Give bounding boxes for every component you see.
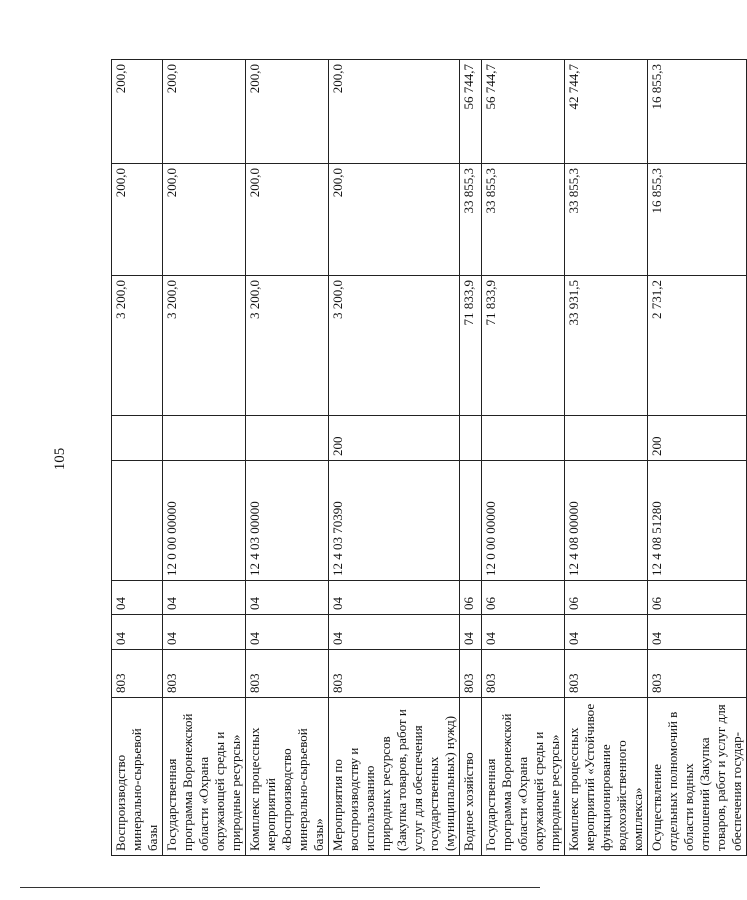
section-code: 04 (648, 615, 747, 650)
amount-year-3: 200,0 (246, 60, 329, 164)
expense-type-code (246, 416, 329, 461)
amount-year-2: 200,0 (246, 164, 329, 276)
subsection-code: 06 (648, 581, 747, 615)
budget-table (111, 59, 747, 856)
target-article-code: 12 0 00 00000 (163, 461, 246, 581)
target-article-code: 12 4 08 00000 (565, 461, 648, 581)
subsection-code: 06 (565, 581, 648, 615)
bottom-rule (20, 887, 540, 888)
expense-type-code: 200 (329, 416, 460, 461)
amount-year-2: 200,0 (112, 164, 163, 276)
expense-type-code (163, 416, 246, 461)
target-article-code: 12 4 03 00000 (246, 461, 329, 581)
row-name: Комплекс процессных мероприятий «Воспроизводство минерально-сырьевой базы» (246, 698, 329, 856)
table-row (163, 60, 246, 856)
amount-year-2: 33 855,3 (565, 164, 648, 276)
amount-year-3: 200,0 (112, 60, 163, 164)
target-article-code (460, 461, 482, 581)
section-code: 04 (329, 615, 460, 650)
expense-type-code: 200 (648, 416, 747, 461)
amount-year-3: 200,0 (329, 60, 460, 164)
subsection-code: 04 (246, 581, 329, 615)
amount-year-2: 200,0 (329, 164, 460, 276)
amount-year-1: 71 833,9 (482, 276, 565, 416)
ministry-code: 803 (460, 650, 482, 698)
subsection-code: 04 (112, 581, 163, 615)
target-article-code: 12 0 00 00000 (482, 461, 565, 581)
target-article-code: 12 4 08 51280 (648, 461, 747, 581)
target-article-code (112, 461, 163, 581)
expense-type-code (565, 416, 648, 461)
table-row (246, 60, 329, 856)
table-body (112, 60, 747, 856)
table-row (565, 60, 648, 856)
expense-type-code (482, 416, 565, 461)
subsection-code: 06 (460, 581, 482, 615)
ministry-code: 803 (648, 650, 747, 698)
amount-year-1: 71 833,9 (460, 276, 482, 416)
section-code: 04 (482, 615, 565, 650)
row-name: Государственная программа Воронежской области «Охрана окружающей среды и природные ресурсы» (482, 698, 565, 856)
amount-year-3: 200,0 (163, 60, 246, 164)
subsection-code: 06 (482, 581, 565, 615)
amount-year-2: 33 855,3 (482, 164, 565, 276)
row-name: Осуществление отдельных полномочий в области водных отношений (Закупка товаров, работ и услуг для обеспечения государ- (648, 698, 747, 856)
row-name: Государственная программа Воронежской области «Охрана окружающей среды и природные ресурсы» (163, 698, 246, 856)
section-code: 04 (163, 615, 246, 650)
row-name: Воспроизводство минерально-сырьевой базы (112, 698, 163, 856)
table-row (482, 60, 565, 856)
ministry-code: 803 (482, 650, 565, 698)
table-row (112, 60, 163, 856)
ministry-code: 803 (329, 650, 460, 698)
rotated-table-wrapper (111, 60, 744, 856)
section-code: 04 (246, 615, 329, 650)
amount-year-3: 42 744,7 (565, 60, 648, 164)
table-row (329, 60, 460, 856)
amount-year-1: 2 731,2 (648, 276, 747, 416)
row-name: Комплекс процессных мероприятий «Устойчивое функционирование водохозяйственного комплекса» (565, 698, 648, 856)
amount-year-2: 200,0 (163, 164, 246, 276)
amount-year-3: 56 744,7 (460, 60, 482, 164)
ministry-code: 803 (246, 650, 329, 698)
expense-type-code (460, 416, 482, 461)
section-code: 04 (565, 615, 648, 650)
amount-year-2: 33 855,3 (460, 164, 482, 276)
amount-year-3: 56 744,7 (482, 60, 565, 164)
table-row (460, 60, 482, 856)
amount-year-1: 3 200,0 (163, 276, 246, 416)
amount-year-1: 3 200,0 (112, 276, 163, 416)
amount-year-2: 16 855,3 (648, 164, 747, 276)
amount-year-1: 33 931,5 (565, 276, 648, 416)
amount-year-1: 3 200,0 (246, 276, 329, 416)
ministry-code: 803 (163, 650, 246, 698)
section-code: 04 (112, 615, 163, 650)
table-row (648, 60, 747, 856)
expense-type-code (112, 416, 163, 461)
ministry-code: 803 (112, 650, 163, 698)
row-name: Мероприятия по воспроизводству и использованию природных ресурсов (Закупка товаров, работ и услуг для обеспечения государственных (муниципальных) нужд) (329, 698, 460, 856)
subsection-code: 04 (163, 581, 246, 615)
ministry-code: 803 (565, 650, 648, 698)
section-code: 04 (460, 615, 482, 650)
amount-year-1: 3 200,0 (329, 276, 460, 416)
page-number: 105 (52, 447, 68, 471)
row-name: Водное хозяйство (460, 698, 482, 856)
subsection-code: 04 (329, 581, 460, 615)
amount-year-3: 16 855,3 (648, 60, 747, 164)
target-article-code: 12 4 03 70390 (329, 461, 460, 581)
